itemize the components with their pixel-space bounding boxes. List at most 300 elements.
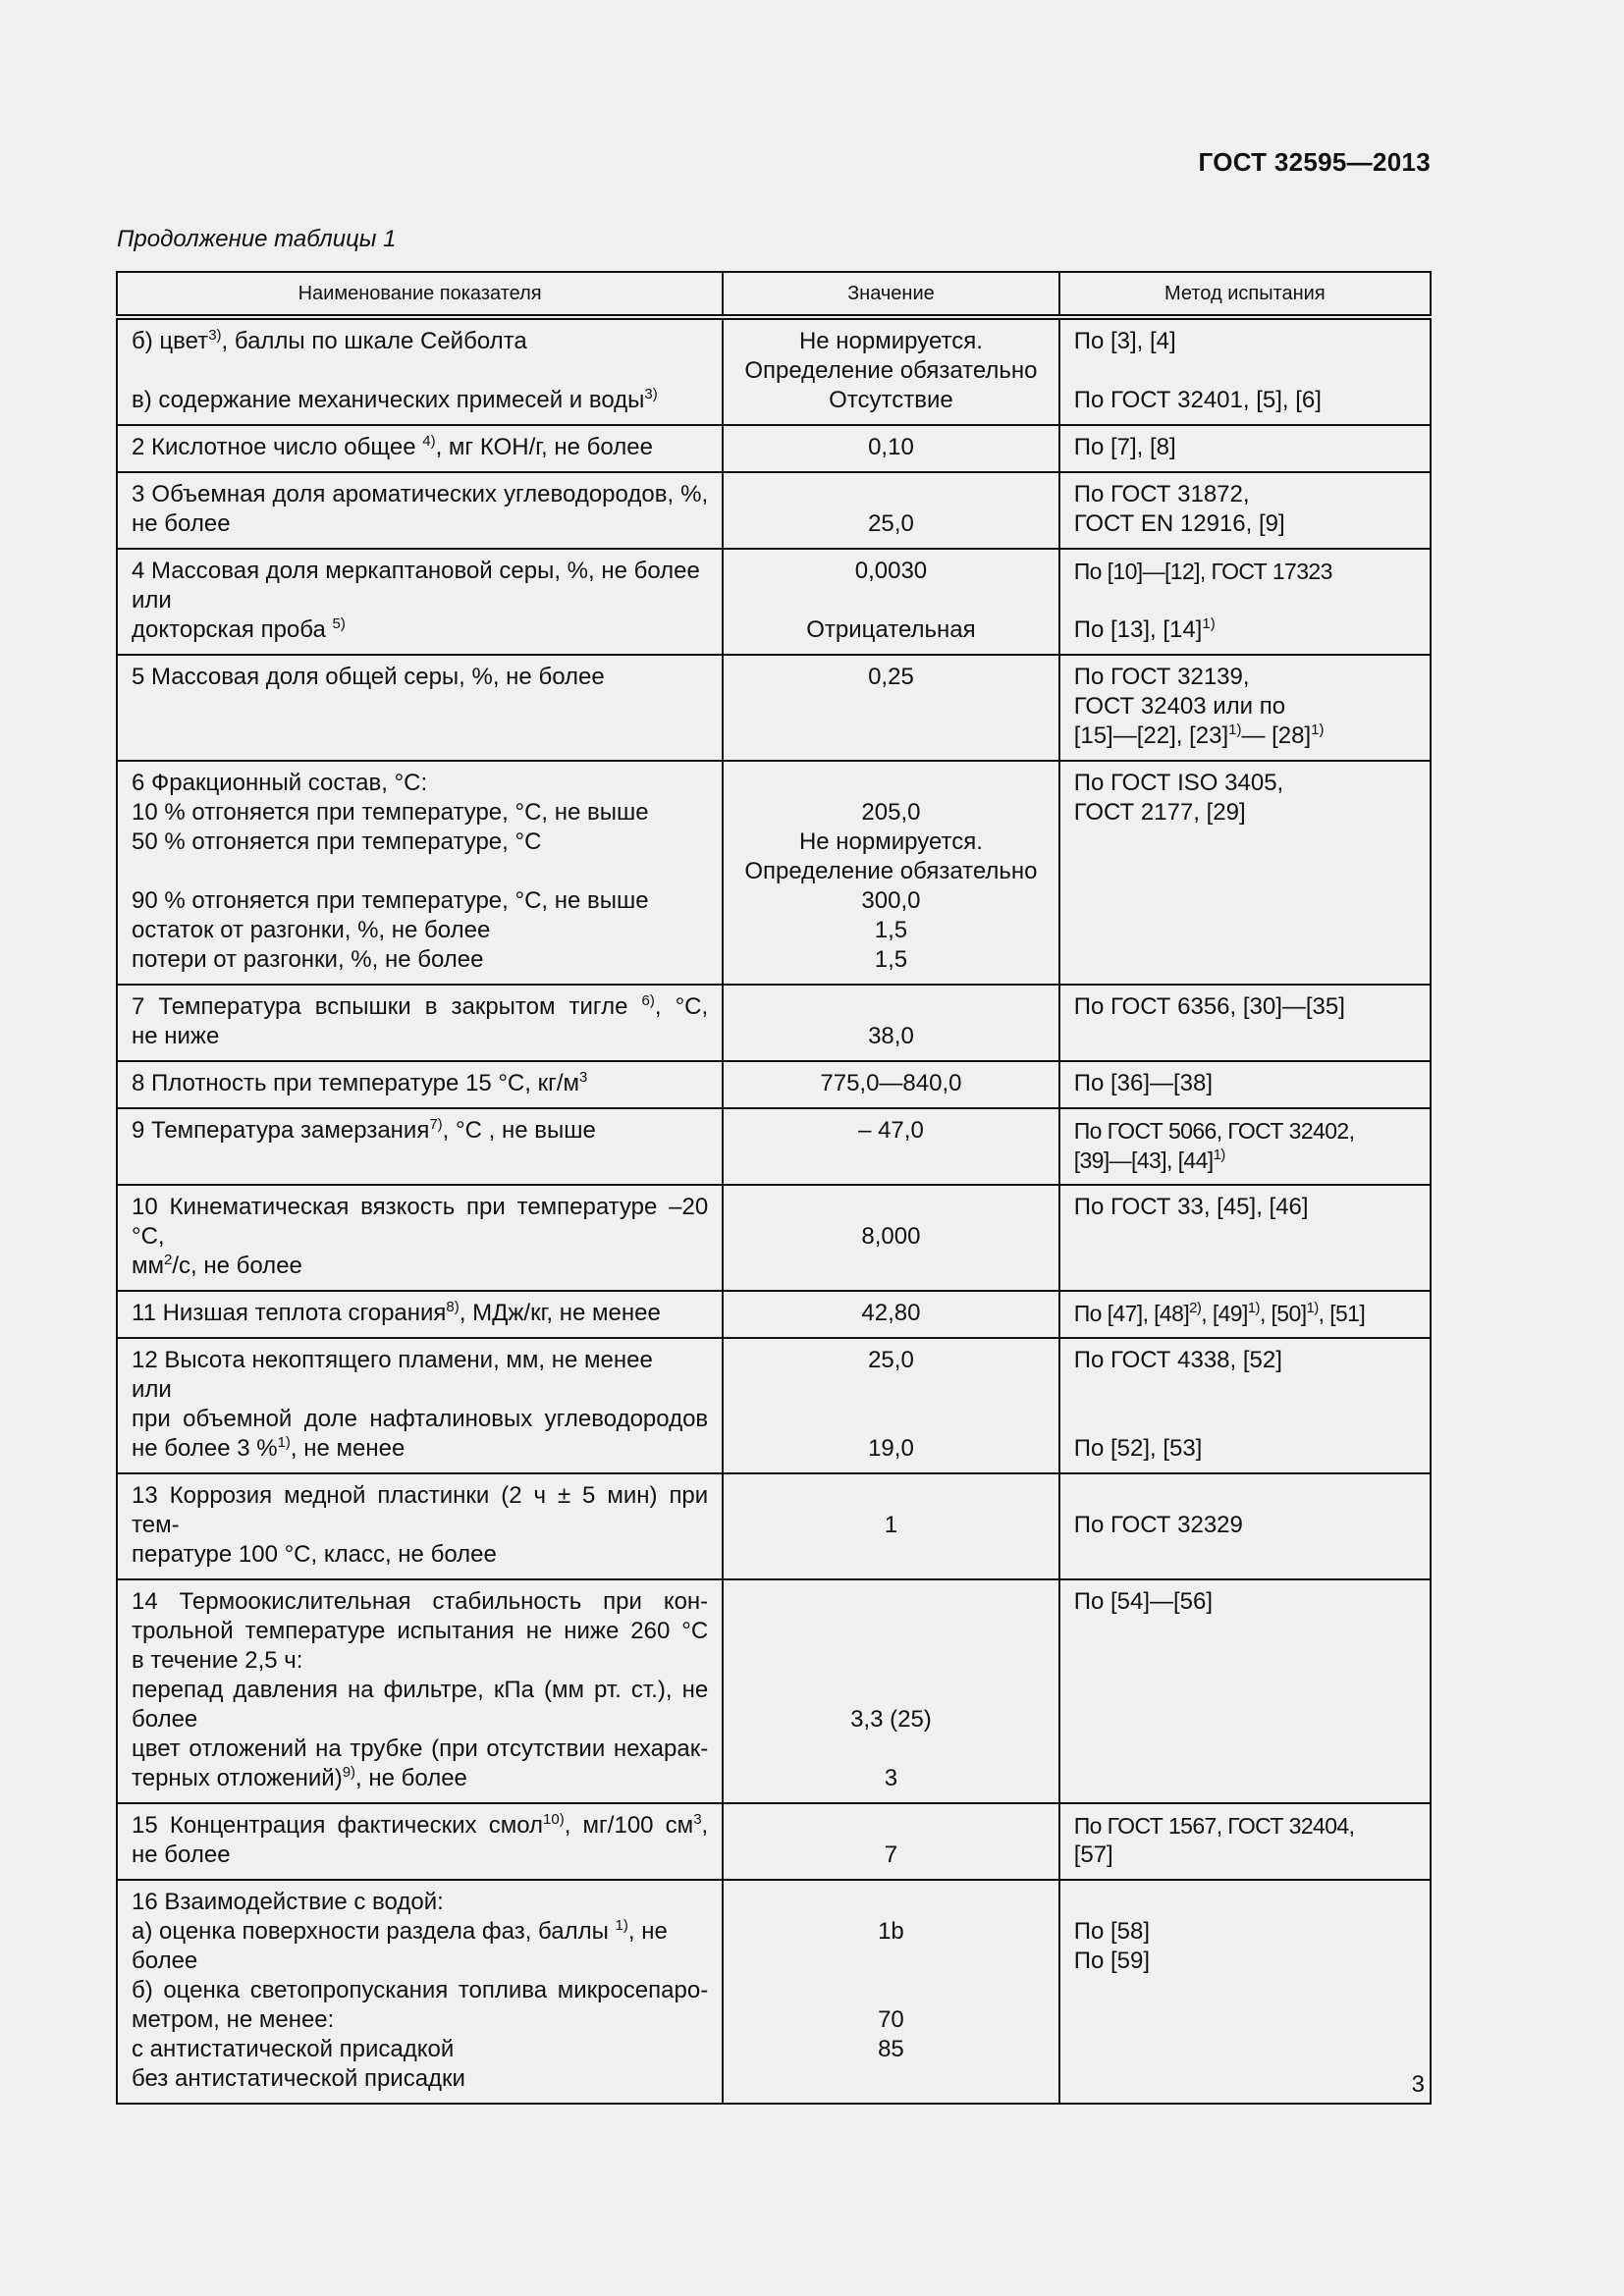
cell-line <box>1074 1841 1416 1870</box>
indicator-name-cell <box>117 1803 723 1880</box>
value-line: 1,5 <box>874 946 908 973</box>
cell-text: пературе 100 °С, класс, не более <box>132 1541 497 1568</box>
cell-text: , °С, <box>654 993 709 1020</box>
footnote-ref: 9) <box>342 1764 356 1781</box>
cell-text: при объемной доле нафталиновых углеводородов <box>132 1406 709 1432</box>
cell-text: — [28] <box>1241 722 1312 749</box>
value-line: 0,0030 <box>854 558 928 584</box>
value-line <box>737 1617 1045 1646</box>
cell-line <box>1074 798 1416 828</box>
table-caption: Продолжение таблицы 1 <box>117 226 397 252</box>
value-line: 1 <box>884 1512 898 1538</box>
cell-text: цвет отложений на трубке (при отсутствии нехарак- <box>132 1735 709 1762</box>
value-line: 300,0 <box>861 887 921 914</box>
cell-text: 16 Взаимодействие с водой: <box>132 1889 444 1915</box>
value-line: 0,25 <box>868 664 914 690</box>
value-line <box>737 1947 1045 1976</box>
value-line: 85 <box>878 2036 904 2062</box>
table-row <box>117 317 1431 425</box>
cell-line <box>132 1587 708 1617</box>
footnote-ref: 3) <box>208 327 222 344</box>
value-cell <box>723 317 1059 425</box>
cell-text: не ниже <box>132 1023 220 1049</box>
value-line <box>737 1976 1045 2005</box>
cell-line <box>132 857 708 886</box>
value-line: Не нормируется. <box>798 328 983 354</box>
cell-line <box>132 433 708 462</box>
cell-text: 13 Коррозия медной пластинки (2 ч ± 5 мин) при тем- <box>132 1482 709 1538</box>
document-header: ГОСТ 32595—2013 <box>1198 147 1431 177</box>
cell-line <box>132 992 708 1022</box>
footnote-ref: 1) <box>1213 1147 1225 1163</box>
table-row <box>117 1108 1431 1185</box>
cell-line <box>132 2064 708 2094</box>
cell-text: 10 Кинематическая вязкость при температуре –20 °С, <box>132 1194 709 1250</box>
value-line: 38,0 <box>868 1023 914 1049</box>
cell-text: [39]—[43], [44] <box>1073 1148 1214 1173</box>
column-header-method: Метод испытания <box>1059 272 1431 317</box>
cell-text: , [50] <box>1259 1301 1307 1326</box>
cell-text: По ГОСТ 31872, <box>1073 481 1250 507</box>
cell-line <box>132 1116 708 1146</box>
value-line: Определение обязательно <box>744 357 1038 384</box>
value-cell <box>723 1880 1059 2104</box>
value-cell <box>723 472 1059 549</box>
cell-text: 5 Массовая доля общей серы, %, не более <box>132 664 605 690</box>
cell-text: , <box>701 1812 709 1839</box>
cell-line <box>1074 1434 1416 1464</box>
cell-text: 10 % отгоняется при температуре, °С, не выше <box>132 799 649 826</box>
cell-text: или <box>132 1376 172 1403</box>
test-method-cell <box>1059 985 1431 1061</box>
cell-line <box>132 886 708 916</box>
table-header-row <box>117 272 1431 317</box>
footnote-ref: 1) <box>615 1917 628 1934</box>
cell-text: ГОСТ EN 12916, [9] <box>1073 510 1285 537</box>
cell-line <box>1074 1811 1416 1841</box>
cell-line <box>132 1917 708 1976</box>
cell-text: По [7], [8] <box>1073 434 1176 460</box>
cell-text: 50 % отгоняется при температуре, °С <box>132 828 542 855</box>
cell-text: По [13], [14] <box>1073 616 1203 643</box>
cell-line <box>132 1735 708 1764</box>
cell-line <box>1074 480 1416 509</box>
value-cell <box>723 985 1059 1061</box>
table-row <box>117 985 1431 1061</box>
cell-text: , не более <box>355 1765 467 1791</box>
value-line: 19,0 <box>868 1435 914 1462</box>
cell-line <box>1074 1116 1416 1146</box>
cell-text: По ГОСТ 32329 <box>1073 1512 1243 1538</box>
cell-line <box>132 769 708 798</box>
cell-line <box>132 2005 708 2035</box>
cell-line <box>132 1193 708 1252</box>
table-row <box>117 1061 1431 1108</box>
cell-line <box>132 1405 708 1434</box>
cell-text: По ГОСТ 6356, [30]—[35] <box>1073 993 1345 1020</box>
footnote-ref: 1) <box>1228 721 1242 738</box>
cell-line <box>1074 433 1416 462</box>
cell-text: с антистатической присадкой <box>132 2036 455 2062</box>
table-row <box>117 425 1431 472</box>
cell-text: , мг/100 см <box>564 1812 694 1839</box>
cell-line <box>1074 1146 1416 1175</box>
cell-line <box>1074 356 1416 386</box>
cell-line <box>1074 386 1416 415</box>
table-row <box>117 1803 1431 1880</box>
test-method-cell <box>1059 549 1431 655</box>
cell-text: По [54]—[56] <box>1073 1588 1214 1615</box>
footnote-ref: 1) <box>277 1434 291 1451</box>
test-method-cell <box>1059 472 1431 549</box>
cell-text: терных отложений) <box>132 1765 343 1791</box>
cell-text: По ГОСТ ISO 3405, <box>1073 770 1284 796</box>
value-line <box>737 1375 1045 1405</box>
cell-line <box>1074 1481 1416 1511</box>
value-cell <box>723 761 1059 985</box>
cell-line <box>1074 1375 1416 1405</box>
cell-line <box>1074 1947 1416 1976</box>
indicator-name-cell <box>117 1108 723 1185</box>
cell-line <box>132 1646 708 1676</box>
cell-line <box>132 1252 708 1281</box>
cell-text: , [49] <box>1201 1301 1248 1326</box>
value-line: 70 <box>878 2006 904 2033</box>
cell-line <box>132 663 708 692</box>
indicator-name-cell <box>117 1185 723 1291</box>
test-method-cell <box>1059 1579 1431 1803</box>
value-cell <box>723 549 1059 655</box>
cell-line <box>132 1540 708 1570</box>
value-line: Определение обязательно <box>744 858 1038 884</box>
cell-text: [57] <box>1073 1842 1113 1868</box>
cell-line <box>132 557 708 586</box>
indicator-name-cell <box>117 1061 723 1108</box>
cell-line <box>1074 1069 1416 1098</box>
cell-line <box>132 480 708 509</box>
value-line: 3 <box>884 1765 898 1791</box>
cell-text: более <box>132 1706 198 1733</box>
cell-text: 2 Кислотное число общее <box>132 434 423 460</box>
cell-text: 4 Массовая доля меркаптановой серы, %, не более <box>132 558 700 584</box>
cell-line <box>1074 1587 1416 1617</box>
value-line <box>737 1676 1045 1705</box>
value-line: Отрицательная <box>806 616 976 643</box>
test-method-cell <box>1059 761 1431 985</box>
cell-text: а) оценка поверхности раздела фаз, баллы <box>132 1918 616 1945</box>
table-row <box>117 1880 1431 2104</box>
cell-line <box>1074 1299 1416 1328</box>
footnote-ref: 10) <box>543 1811 565 1828</box>
cell-text: б) оценка светопропускания топлива микросепаро- <box>132 1977 709 2003</box>
footnote-ref: 1) <box>1202 615 1216 632</box>
indicator-name-cell <box>117 1880 723 2104</box>
value-cell <box>723 1338 1059 1473</box>
cell-line <box>132 1705 708 1735</box>
cell-line <box>132 1676 708 1705</box>
cell-text: , не менее <box>290 1435 406 1462</box>
cell-line <box>132 2035 708 2064</box>
cell-line <box>132 1888 708 1917</box>
cell-line <box>132 1841 708 1870</box>
value-line: 1b <box>878 1918 904 1945</box>
cell-line <box>1074 721 1416 751</box>
value-line <box>737 1405 1045 1434</box>
cell-text: ГОСТ 2177, [29] <box>1073 799 1246 826</box>
indicator-name-cell <box>117 1473 723 1579</box>
cell-line <box>132 1811 708 1841</box>
cell-line <box>132 586 708 615</box>
cell-line <box>1074 1888 1416 1917</box>
value-line <box>737 1811 1045 1841</box>
test-method-cell <box>1059 1880 1431 2104</box>
cell-line <box>1074 992 1416 1022</box>
cell-text: перепад давления на фильтре, кПа (мм рт. ст.), не <box>132 1677 709 1703</box>
cell-text: 14 Термоокислительная стабильность при кон- <box>132 1588 709 1615</box>
cell-text: По [58] <box>1073 1918 1150 1945</box>
cell-text: /с, не более <box>172 1253 302 1279</box>
cell-text: 12 Высота некоптящего пламени, мм, не менее <box>132 1347 653 1373</box>
cell-text: , не более <box>132 1918 668 1974</box>
cell-line <box>1074 509 1416 539</box>
cell-text: 9 Температура замерзания <box>132 1117 430 1144</box>
footnote-ref: 3 <box>579 1069 588 1086</box>
footnote-ref: 1) <box>1247 1300 1260 1316</box>
table-row <box>117 1473 1431 1579</box>
cell-text: По [10]—[12], ГОСТ 17323 <box>1073 559 1332 584</box>
value-line: 25,0 <box>868 1347 914 1373</box>
value-cell <box>723 1185 1059 1291</box>
test-method-cell <box>1059 1061 1431 1108</box>
cell-line <box>132 1764 708 1793</box>
cell-text: По ГОСТ 32401, [5], [6] <box>1073 387 1322 413</box>
value-cell <box>723 655 1059 761</box>
cell-line <box>132 1434 708 1464</box>
cell-text: 8 Плотность при температуре 15 °С, кг/м <box>132 1070 580 1096</box>
specification-table <box>116 271 1432 2105</box>
cell-text: не более 3 % <box>132 1435 278 1462</box>
page-number: 3 <box>1411 2071 1425 2098</box>
table-row <box>117 761 1431 985</box>
value-line: 3,3 (25) <box>850 1706 932 1733</box>
value-line <box>737 586 1045 615</box>
test-method-cell <box>1059 1291 1431 1338</box>
test-method-cell <box>1059 1473 1431 1579</box>
table-row <box>117 472 1431 549</box>
table-row <box>117 1185 1431 1291</box>
value-line <box>737 769 1045 798</box>
cell-text: , баллы по шкале Сейболта <box>221 328 527 354</box>
cell-text: метром, не менее: <box>132 2006 335 2033</box>
indicator-name-cell <box>117 425 723 472</box>
cell-text: потери от разгонки, %, не более <box>132 946 484 973</box>
value-cell <box>723 1579 1059 1803</box>
test-method-cell <box>1059 317 1431 425</box>
value-line: Не нормируется. <box>798 828 983 855</box>
cell-text: По [36]—[38] <box>1073 1070 1214 1096</box>
cell-line <box>1074 1405 1416 1434</box>
cell-line <box>132 1299 708 1328</box>
indicator-name-cell <box>117 549 723 655</box>
cell-line <box>132 1346 708 1375</box>
test-method-cell <box>1059 1108 1431 1185</box>
footnote-ref: 8) <box>446 1299 460 1315</box>
cell-text: 3 Объемная доля ароматических углеводородов, %, <box>132 481 709 507</box>
footnote-ref: 3) <box>644 386 658 402</box>
cell-text: По ГОСТ 4338, [52] <box>1073 1347 1282 1373</box>
cell-line <box>1074 1193 1416 1222</box>
table-row <box>117 1579 1431 1803</box>
cell-text: , мг КОН/г, не более <box>435 434 653 460</box>
value-line <box>737 1735 1045 1764</box>
cell-line <box>1074 1917 1416 1947</box>
cell-line <box>132 386 708 415</box>
cell-line <box>1074 586 1416 615</box>
cell-text: , [51] <box>1318 1301 1366 1326</box>
test-method-cell <box>1059 1803 1431 1880</box>
value-cell <box>723 1803 1059 1880</box>
value-cell <box>723 425 1059 472</box>
test-method-cell <box>1059 655 1431 761</box>
value-line: – 47,0 <box>858 1117 924 1144</box>
value-line: Отсутствие <box>829 387 953 413</box>
cell-line <box>132 615 708 645</box>
cell-text: в) содержание механических примесей и воды <box>132 387 645 413</box>
cell-line <box>132 798 708 828</box>
value-line <box>737 480 1045 509</box>
table-row <box>117 549 1431 655</box>
cell-text: По ГОСТ 5066, ГОСТ 32402, <box>1073 1118 1355 1144</box>
cell-text: 7 Температура вспышки в закрытом тигле <box>132 993 642 1020</box>
cell-line <box>132 916 708 945</box>
cell-line <box>132 1976 708 2005</box>
cell-text: По [3], [4] <box>1073 328 1176 354</box>
footnote-ref: 1) <box>1311 721 1325 738</box>
value-line <box>737 1193 1045 1222</box>
footnote-ref: 1) <box>1306 1300 1319 1316</box>
indicator-name-cell <box>117 317 723 425</box>
cell-line <box>132 1022 708 1051</box>
value-line: 205,0 <box>861 799 921 826</box>
cell-text: или <box>132 587 172 614</box>
cell-line <box>132 509 708 539</box>
value-line: 1,5 <box>874 917 908 943</box>
value-cell <box>723 1108 1059 1185</box>
cell-line <box>1074 692 1416 721</box>
cell-text: , °С , не выше <box>442 1117 596 1144</box>
cell-text: не более <box>132 1842 231 1868</box>
cell-text: 6 Фракционный состав, °С: <box>132 770 428 796</box>
cell-line <box>132 1069 708 1098</box>
cell-line <box>132 1481 708 1540</box>
cell-line <box>1074 557 1416 586</box>
value-line: 7 <box>884 1842 898 1868</box>
value-line: 8,000 <box>861 1223 921 1250</box>
cell-line <box>1074 615 1416 645</box>
indicator-name-cell <box>117 1338 723 1473</box>
cell-text: в течение 2,5 ч: <box>132 1647 303 1674</box>
cell-line <box>132 356 708 386</box>
cell-text: [15]—[22], [23] <box>1073 722 1229 749</box>
cell-text: 11 Низшая теплота сгорания <box>132 1300 447 1326</box>
footnote-ref: 4) <box>422 433 436 450</box>
cell-text: По [52], [53] <box>1073 1435 1203 1462</box>
cell-line <box>132 945 708 975</box>
cell-line <box>1074 1346 1416 1375</box>
cell-text: 15 Концентрация фактических смол <box>132 1812 544 1839</box>
indicator-name-cell <box>117 761 723 985</box>
cell-text: ГОСТ 32403 или по <box>1073 693 1286 720</box>
value-cell <box>723 1473 1059 1579</box>
indicator-name-cell <box>117 1579 723 1803</box>
cell-text: не более <box>132 510 231 537</box>
table-body <box>117 317 1431 2104</box>
value-cell <box>723 1061 1059 1108</box>
footnote-ref: 3 <box>693 1811 702 1828</box>
test-method-cell <box>1059 1338 1431 1473</box>
value-line <box>737 1587 1045 1617</box>
cell-line <box>132 1617 708 1646</box>
cell-line <box>1074 663 1416 692</box>
cell-text: остаток от разгонки, %, не более <box>132 917 491 943</box>
cell-line <box>1074 769 1416 798</box>
cell-line <box>132 1375 708 1405</box>
indicator-name-cell <box>117 472 723 549</box>
cell-text: По ГОСТ 32139, <box>1073 664 1250 690</box>
cell-text: По [59] <box>1073 1948 1150 1974</box>
cell-text: , МДж/кг, не менее <box>459 1300 661 1326</box>
column-header-name: Наименование показателя <box>117 272 723 317</box>
footnote-ref: 6) <box>641 992 655 1009</box>
cell-text: мм <box>132 1253 164 1279</box>
cell-text: По ГОСТ 33, [45], [46] <box>1073 1194 1309 1220</box>
cell-text: 90 % отгоняется при температуре, °С, не выше <box>132 887 649 914</box>
footnote-ref: 2) <box>1189 1300 1202 1316</box>
table-row <box>117 1338 1431 1473</box>
value-line: 42,80 <box>861 1300 921 1326</box>
cell-text: б) цвет <box>132 328 209 354</box>
indicator-name-cell <box>117 985 723 1061</box>
value-line <box>737 992 1045 1022</box>
cell-line <box>1074 1511 1416 1540</box>
table-row <box>117 655 1431 761</box>
value-line: 0,10 <box>868 434 914 460</box>
value-cell <box>723 1291 1059 1338</box>
value-line <box>737 1646 1045 1676</box>
cell-line <box>132 828 708 857</box>
cell-line <box>1074 327 1416 356</box>
test-method-cell <box>1059 425 1431 472</box>
cell-text: докторская проба <box>132 616 333 643</box>
value-line <box>737 1481 1045 1511</box>
footnote-ref: 2 <box>164 1252 173 1268</box>
value-line: 775,0—840,0 <box>820 1070 962 1096</box>
indicator-name-cell <box>117 655 723 761</box>
cell-text: По ГОСТ 1567, ГОСТ 32404, <box>1073 1813 1355 1839</box>
cell-text: без антистатической присадки <box>132 2065 465 2092</box>
table-row <box>117 1291 1431 1338</box>
cell-text: трольной температуре испытания не ниже 260 °С <box>132 1618 709 1644</box>
footnote-ref: 5) <box>332 615 346 632</box>
indicator-name-cell <box>117 1291 723 1338</box>
test-method-cell <box>1059 1185 1431 1291</box>
cell-line <box>132 327 708 356</box>
column-header-value: Значение <box>723 272 1059 317</box>
cell-text: По [47], [48] <box>1073 1301 1190 1326</box>
footnote-ref: 7) <box>429 1116 443 1133</box>
value-line: 25,0 <box>868 510 914 537</box>
value-line <box>737 1888 1045 1917</box>
